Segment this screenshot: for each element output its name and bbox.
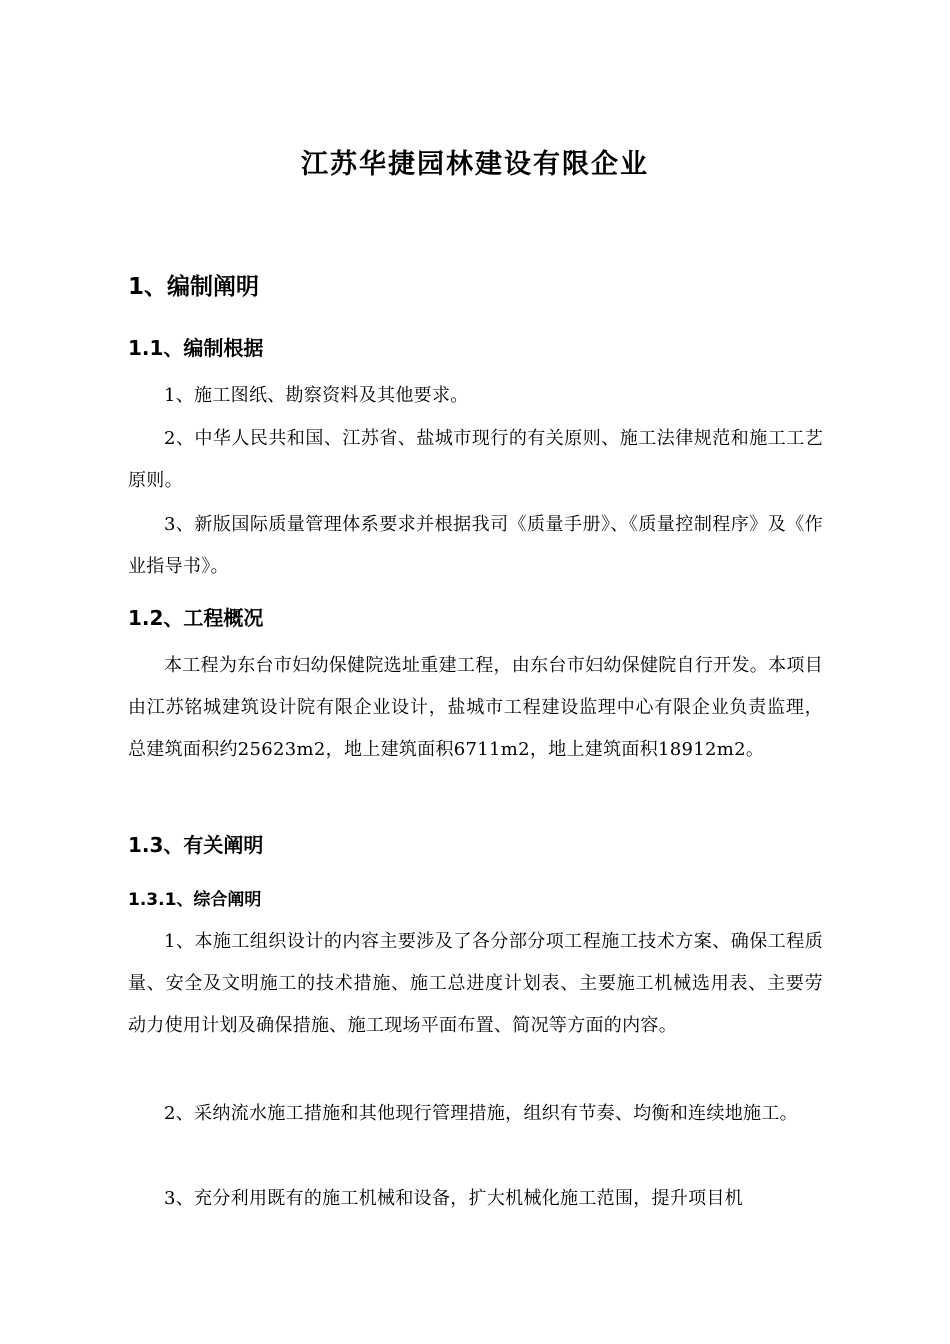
general-item-2: 2、采纳流水施工措施和其他现行管理措施，组织有节奏、均衡和连续地施工。 <box>164 1103 798 1124</box>
project-overview-paragraph: 本工程为东台市妇幼保健院选址重建工程，由东台市妇幼保健院自行开发。本项目由江苏铭城建筑设计院有限企业设计，盐城市工程建设监理中心有限企业负责监理，总建筑面积约25623m2，地上建筑面积6711m2，地上建筑面积18912m2。 <box>128 655 823 760</box>
basis-item-2: 2、中华人民共和国、江苏省、盐城市现行的有关原则、施工法律规范和施工工艺原则。 <box>128 428 823 491</box>
document-title: 江苏华捷园林建设有限企业 <box>301 149 649 180</box>
section-1-3-1-heading: 1.3.1、综合阐明 <box>128 890 262 910</box>
basis-item-1: 1、施工图纸、勘察资料及其他要求。 <box>164 385 469 406</box>
general-item-3: 3、充分利用既有的施工机械和设备，扩大机械化施工范围，提升项目机 <box>164 1188 744 1209</box>
general-item-1: 1、本施工组织设计的内容主要涉及了各分部分项工程施工技术方案、确保工程质量、安全及文明施工的技术措施、施工总进度计划表、主要施工机械选用表、主要劳动力使用计划及确保措施、施工现场平面布置、简况等方面的内容。 <box>128 931 823 1036</box>
section-1-3-heading: 1.3、有关阐明 <box>128 833 264 857</box>
section-1-1-heading: 1.1、编制根据 <box>128 336 264 360</box>
basis-item-3: 3、新版国际质量管理体系要求并根据我司《质量手册》、《质量控制程序》及《作业指导书》。 <box>128 514 823 577</box>
section-1-heading: 1、编制阐明 <box>128 274 260 300</box>
section-1-2-heading: 1.2、工程概况 <box>128 606 264 630</box>
